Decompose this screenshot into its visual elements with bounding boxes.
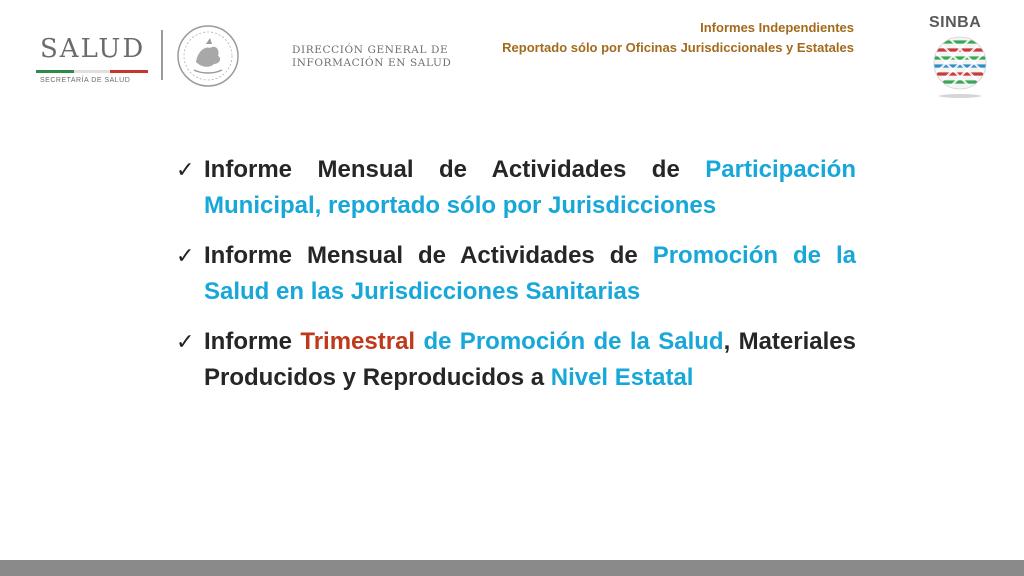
report-title-line-1: Informes Independientes: [700, 20, 854, 35]
report-title: [502, 18, 854, 58]
bullet-text-part: Informe Mensual de Actividades de: [204, 242, 653, 269]
dgis-line-1: DIRECCIÓN GENERAL DE: [292, 44, 449, 56]
bullet-list: [176, 152, 856, 410]
bullet-text-part: Promoción de la Salud en las Jurisdicciones Sanitarias: [204, 242, 856, 305]
bullet-text: [204, 238, 856, 310]
bullet-text-part: Nivel Estatal: [550, 364, 694, 391]
report-title-line-2: Reportado sólo por Oficinas Jurisdiccionales y Estatales: [502, 40, 854, 55]
bullet-text: [204, 152, 856, 224]
slide-header: [0, 0, 1024, 110]
sinba-shadow: [939, 94, 981, 98]
national-seal-icon: [176, 24, 240, 88]
sinba-label: SINBA: [929, 14, 982, 31]
bullet-text-part: Municipal, reportado sólo por Jurisdicciones: [204, 192, 717, 219]
bullet-text-part: Informe: [204, 328, 301, 355]
bullet-item: [176, 324, 856, 396]
bullet-text-part: Informe Mensual de Actividades de: [204, 156, 706, 183]
salud-logo: [30, 30, 150, 90]
bullet-text-part: Trimestral: [300, 328, 416, 355]
check-icon: ✓: [176, 329, 195, 354]
header-divider: [161, 30, 163, 80]
sinba-logo: [925, 14, 997, 98]
bullet-text-part: , Materiales Producidos y Reproducidos a: [204, 328, 856, 391]
salud-logo-subtitle: SECRETARÍA DE SALUD: [40, 77, 131, 84]
salud-logo-stripe: [36, 70, 148, 73]
sinba-globe-icon: [933, 36, 987, 90]
footer-bar: [0, 560, 1024, 576]
bullet-item: [176, 238, 856, 310]
bullet-text: [204, 324, 856, 396]
dgis-line-2: INFORMACIÓN EN SALUD: [292, 57, 452, 69]
bullet-text-part: de Promoción de la Salud: [423, 328, 724, 355]
salud-logo-word: SALUD: [40, 34, 146, 64]
dgis-logo-text: [292, 44, 451, 70]
bullet-text-part: Participación: [705, 156, 856, 183]
bullet-item: [176, 152, 856, 224]
check-icon: ✓: [176, 243, 195, 268]
check-icon: ✓: [176, 157, 195, 182]
